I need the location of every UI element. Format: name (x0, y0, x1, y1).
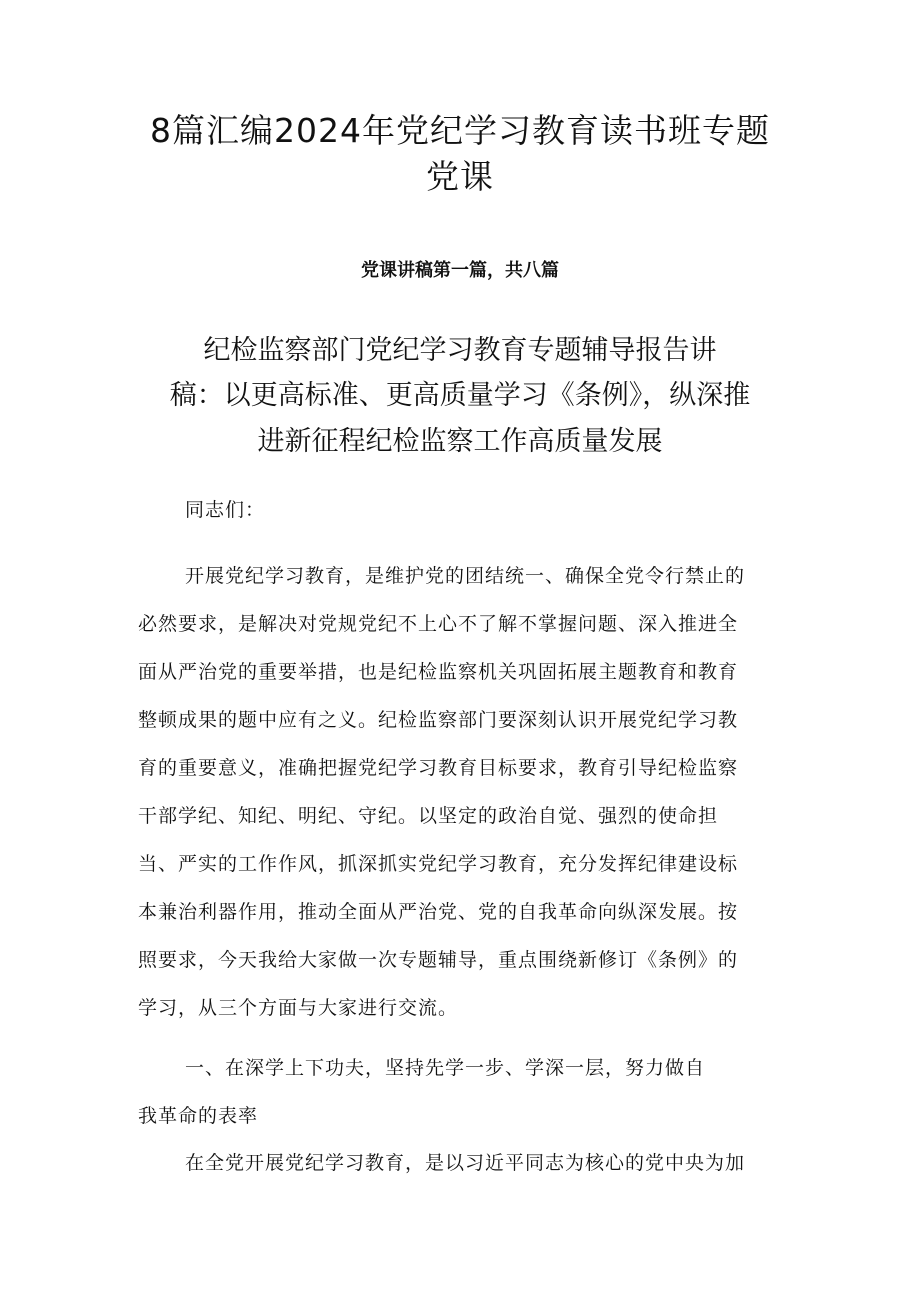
body-paragraph-2 (138, 1139, 798, 1187)
headline-line-2: 稿：以更高标准、更高质量学习《条例》，纵深推 (169, 380, 751, 411)
document-title-line-2: 党课 (426, 157, 494, 196)
paragraph-line: 育的重要意义，准确把握党纪学习教育目标要求，教育引导纪检监察 (138, 757, 739, 779)
heading-line: 一、在深学上下功夫，坚持先学一步、学深一层，努力做自 (185, 1057, 706, 1079)
paragraph-line: 本兼治利器作用，推动全面从严治党、党的自我革命向纵深发展。按 (138, 901, 739, 923)
paragraph-line: 整顿成果的题中应有之义。纪检监察部门要深刻认识开展党纪学习教 (138, 709, 739, 731)
paragraph-line: 学习，从三个方面与大家进行交流。 (138, 997, 459, 1019)
paragraph-line: 当、严实的工作作风，抓深抓实党纪学习教育，充分发挥纪律建设标 (138, 853, 739, 875)
greeting-text: 同志们： (185, 499, 266, 521)
section-label: 党课讲稿第一篇，共八篇 (361, 260, 559, 281)
paragraph-line: 照要求，今天我给大家做一次专题辅导，重点围绕新修订《条例》的 (138, 949, 739, 971)
paragraph-line: 干部学纪、知纪、明纪、守纪。以坚定的政治自觉、强烈的使命担 (138, 805, 719, 827)
greeting (138, 486, 798, 534)
paragraph-line: 面从严治党的重要举措，也是纪检监察机关巩固拓展主题教育和教育 (138, 661, 739, 683)
body-paragraph-1 (138, 552, 798, 1032)
headline-line-1: 纪检监察部门党纪学习教育专题辅导报告讲 (203, 335, 717, 366)
document-title-line-1: 8篇汇编2024年党纪学习教育读书班专题 (150, 111, 770, 150)
heading-line: 我革命的表率 (138, 1105, 259, 1127)
paragraph-line: 在全党开展党纪学习教育，是以习近平同志为核心的党中央为加 (185, 1152, 746, 1174)
paragraph-line: 必然要求，是解决对党规党纪不上心不了解不掌握问题、深入推进全 (138, 613, 739, 635)
section-heading-1 (138, 1044, 798, 1140)
paragraph-line: 开展党纪学习教育，是维护党的团结统一、确保全党令行禁止的 (185, 565, 746, 587)
headline-line-3: 进新征程纪检监察工作高质量发展 (257, 426, 663, 457)
